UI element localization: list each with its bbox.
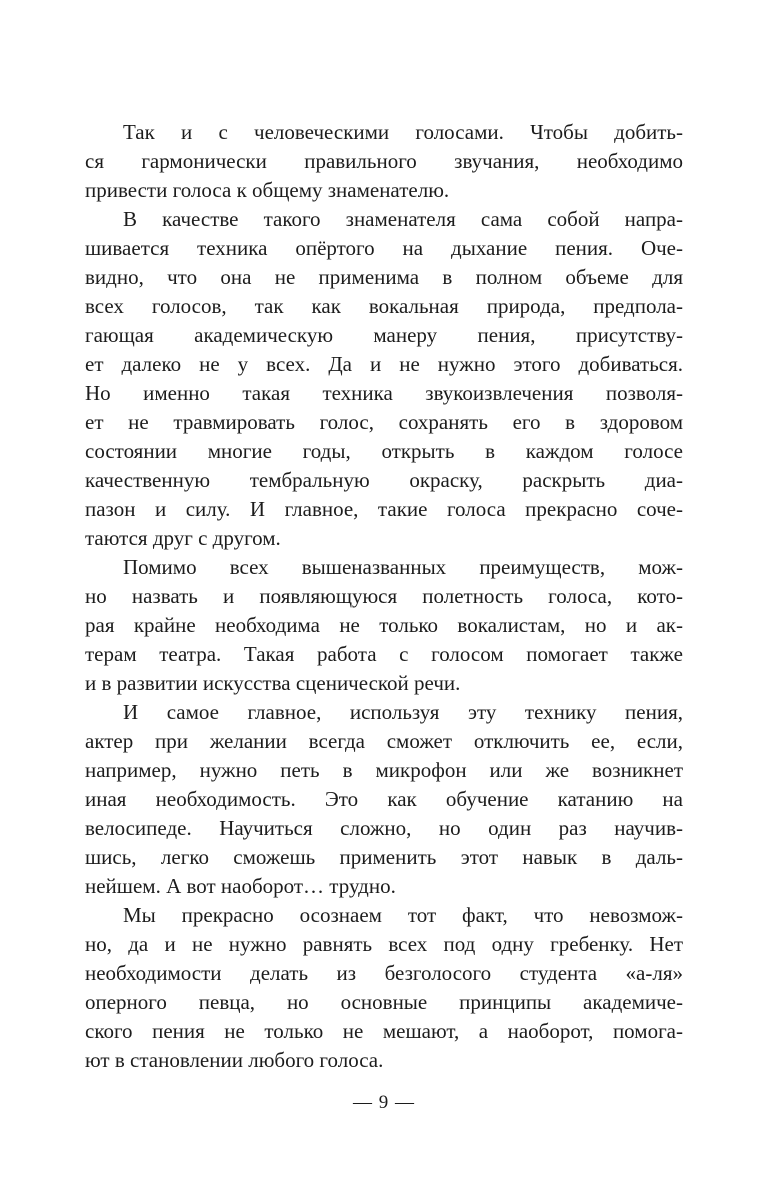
text-line: иная необходимость. Это как обучение катанию на [85,787,683,811]
text-line: пазон и силу. И главное, такие голоса прекрасно соче- [85,497,683,521]
text-line: Мы прекрасно осознаем тот факт, что невозмож- [123,903,683,927]
text-line: но назвать и появляющуюся полетность голоса, кото- [85,584,683,608]
text-line: Но именно такая техника звукоизвлечения позволя- [85,381,683,405]
text-line: В качестве такого знаменателя сама собой напра- [123,207,683,231]
text-line: шись, легко сможешь применить этот навык в даль- [85,845,683,869]
paragraph [85,118,683,205]
text-line: гающая академическую манеру пения, присутству- [85,323,683,347]
text-line: Так и с человеческими голосами. Чтобы добить- [123,120,683,144]
text-line: всех голосов, так как вокальная природа, предпола- [85,294,683,318]
text-line: ют в становлении любого голоса. [85,1048,384,1072]
text-line: например, нужно петь в микрофон или же возникнет [85,758,683,782]
text-line: И самое главное, используя эту технику пения, [123,700,683,724]
text-line: рая крайне необходима не только вокалистам, но и ак- [85,613,683,637]
text-line: терам театра. Такая работа с голосом помогает также [85,642,683,666]
text-line: ет не травмировать голос, сохранять его в здоровом [85,410,683,434]
text-line: таются друг с другом. [85,526,281,550]
text-line: оперного певца, но основные принципы академиче- [85,990,683,1014]
paragraph [85,901,683,1075]
text-line: качественную тембральную окраску, раскрыть диа- [85,468,683,492]
text-line: актер при желании всегда сможет отключить ее, если, [85,729,683,753]
text-line: шивается техника опёртого на дыхание пения. Оче- [85,236,683,260]
text-line: видно, что она не применима в полном объеме для [85,265,683,289]
text-line: но, да и не нужно равнять всех под одну гребенку. Нет [85,932,683,956]
text-line: нейшем. А вот наоборот… трудно. [85,874,396,898]
paragraph [85,698,683,901]
text-line: состоянии многие годы, открыть в каждом голосе [85,439,683,463]
text-line: необходимости делать из безголосого студента «а-ля» [85,961,683,985]
text-line: ского пения не только не мешают, а наоборот, помога- [85,1019,683,1043]
text-line: велосипеде. Научиться сложно, но один раз научив- [85,816,683,840]
page-number: — 9 — [353,1092,415,1113]
text-line: Помимо всех вышеназванных преимуществ, мож- [123,555,683,579]
text-block [85,118,683,1075]
text-line: ет далеко не у всех. Да и не нужно этого добиваться. [85,352,683,376]
text-line: привести голоса к общему знаменателю. [85,178,450,202]
paragraph [85,205,683,553]
paragraph [85,553,683,698]
text-line: ся гармонически правильного звучания, необходимо [85,149,683,173]
text-line: и в развитии искусства сценической речи. [85,671,461,695]
